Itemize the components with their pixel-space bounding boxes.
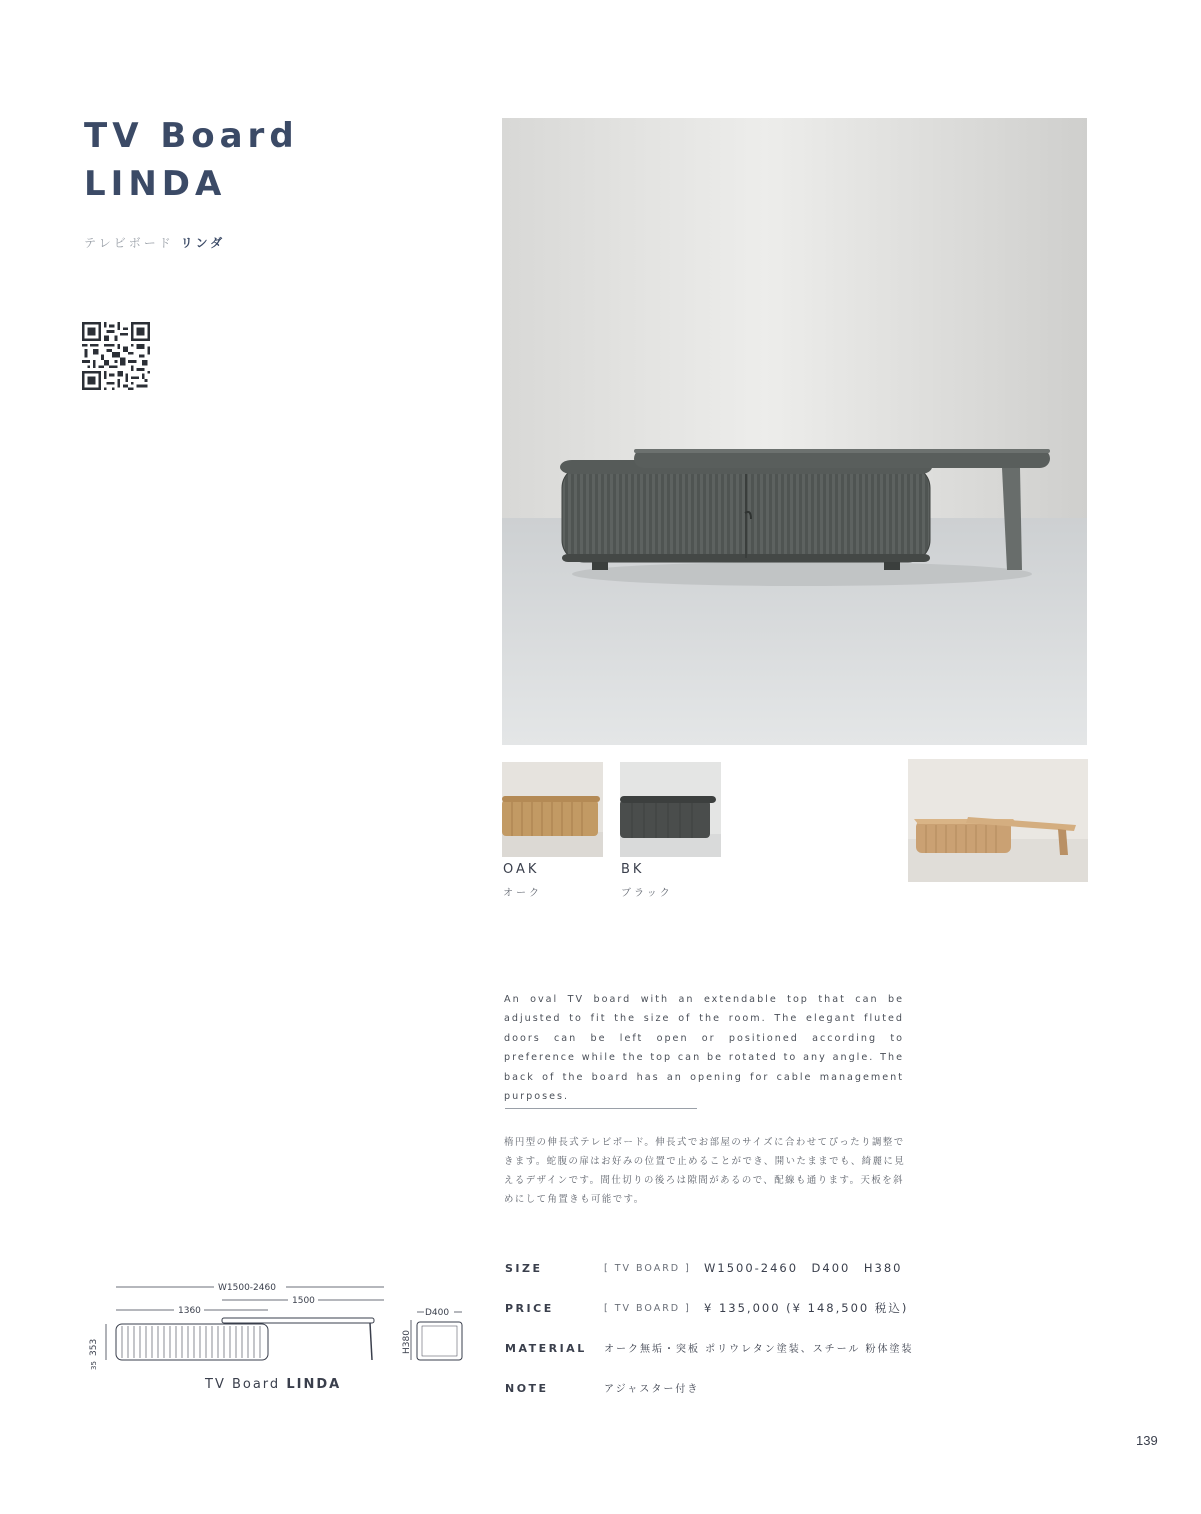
spec-price-label: PRICE bbox=[505, 1302, 554, 1315]
product-title bbox=[84, 112, 299, 208]
dim-total: W1500-2460 bbox=[218, 1283, 276, 1293]
drawing-caption-name: LINDA bbox=[286, 1377, 342, 1392]
main-product-photo bbox=[502, 118, 1087, 745]
spec-material-value: オーク無垢・突板 ポリウレタン塗装、スチール 粉体塗装 bbox=[604, 1344, 914, 1355]
subtitle-prefix: テレビボード bbox=[84, 236, 174, 250]
qr-code[interactable] bbox=[82, 322, 150, 390]
swatch-oak-photo[interactable] bbox=[502, 762, 603, 857]
subtitle-name: リンダ bbox=[180, 236, 226, 250]
dim-top: 1500 bbox=[292, 1296, 315, 1306]
swatch-bk-photo[interactable] bbox=[620, 762, 721, 857]
page-number: 139 bbox=[1136, 1433, 1158, 1448]
spec-size-value: W1500-2460 D400 H380 bbox=[704, 1261, 903, 1275]
drawing-caption-prefix: TV Board bbox=[205, 1377, 281, 1392]
spec-size-label: SIZE bbox=[505, 1262, 543, 1275]
product-title-line1: TV Board bbox=[84, 116, 299, 156]
description-en: An oval TV board with an extendable top that can be adjusted to fit the size of the room. The elegant fluted doors can be left open or positioned according to preference while the top can be rotated to any angle. The back of the board has an opening for cable management purposes. bbox=[504, 993, 904, 1103]
spec-price-value: ¥ 135,000 (¥ 148,500 税込) bbox=[704, 1301, 909, 1315]
swatch-oak-name: OAK bbox=[503, 862, 540, 877]
product-subtitle-jp bbox=[84, 234, 225, 251]
spec-size-tag: [ TV BOARD ] bbox=[604, 1263, 691, 1274]
swatch-bk-name: BK bbox=[621, 862, 645, 877]
dim-body: 1360 bbox=[178, 1306, 201, 1316]
description-jp: 楕円型の伸長式テレビボード。伸長式でお部屋のサイズに合わせてぴったり調整できます。蛇腹の扉はお好みの位置で止めることができ、開いたままでも、綺麗に見えるデザインです。間仕切りの後ろは隙間があるので、配線も通ります。天板を斜めにして角置きも可能です。 bbox=[504, 1137, 906, 1206]
spec-note-value: アジャスター付き bbox=[604, 1384, 700, 1395]
product-title-line2: LINDA bbox=[84, 164, 227, 204]
dim-353: 353 bbox=[89, 1338, 99, 1356]
spec-price-tag: [ TV BOARD ] bbox=[604, 1303, 691, 1314]
dim-35: 35 bbox=[90, 1361, 98, 1370]
swatch-bk-name-jp: ブラック bbox=[621, 888, 673, 899]
dimension-drawing bbox=[84, 1278, 474, 1378]
spec-material-label: MATERIAL bbox=[505, 1342, 587, 1355]
drawing-caption bbox=[205, 1377, 341, 1392]
swatch-oak-name-jp: オーク bbox=[503, 888, 542, 899]
dim-height: H380 bbox=[402, 1330, 412, 1354]
divider bbox=[505, 1108, 697, 1109]
dim-depth: D400 bbox=[425, 1308, 450, 1318]
spec-note-label: NOTE bbox=[505, 1382, 549, 1395]
extended-board-photo bbox=[908, 759, 1088, 882]
